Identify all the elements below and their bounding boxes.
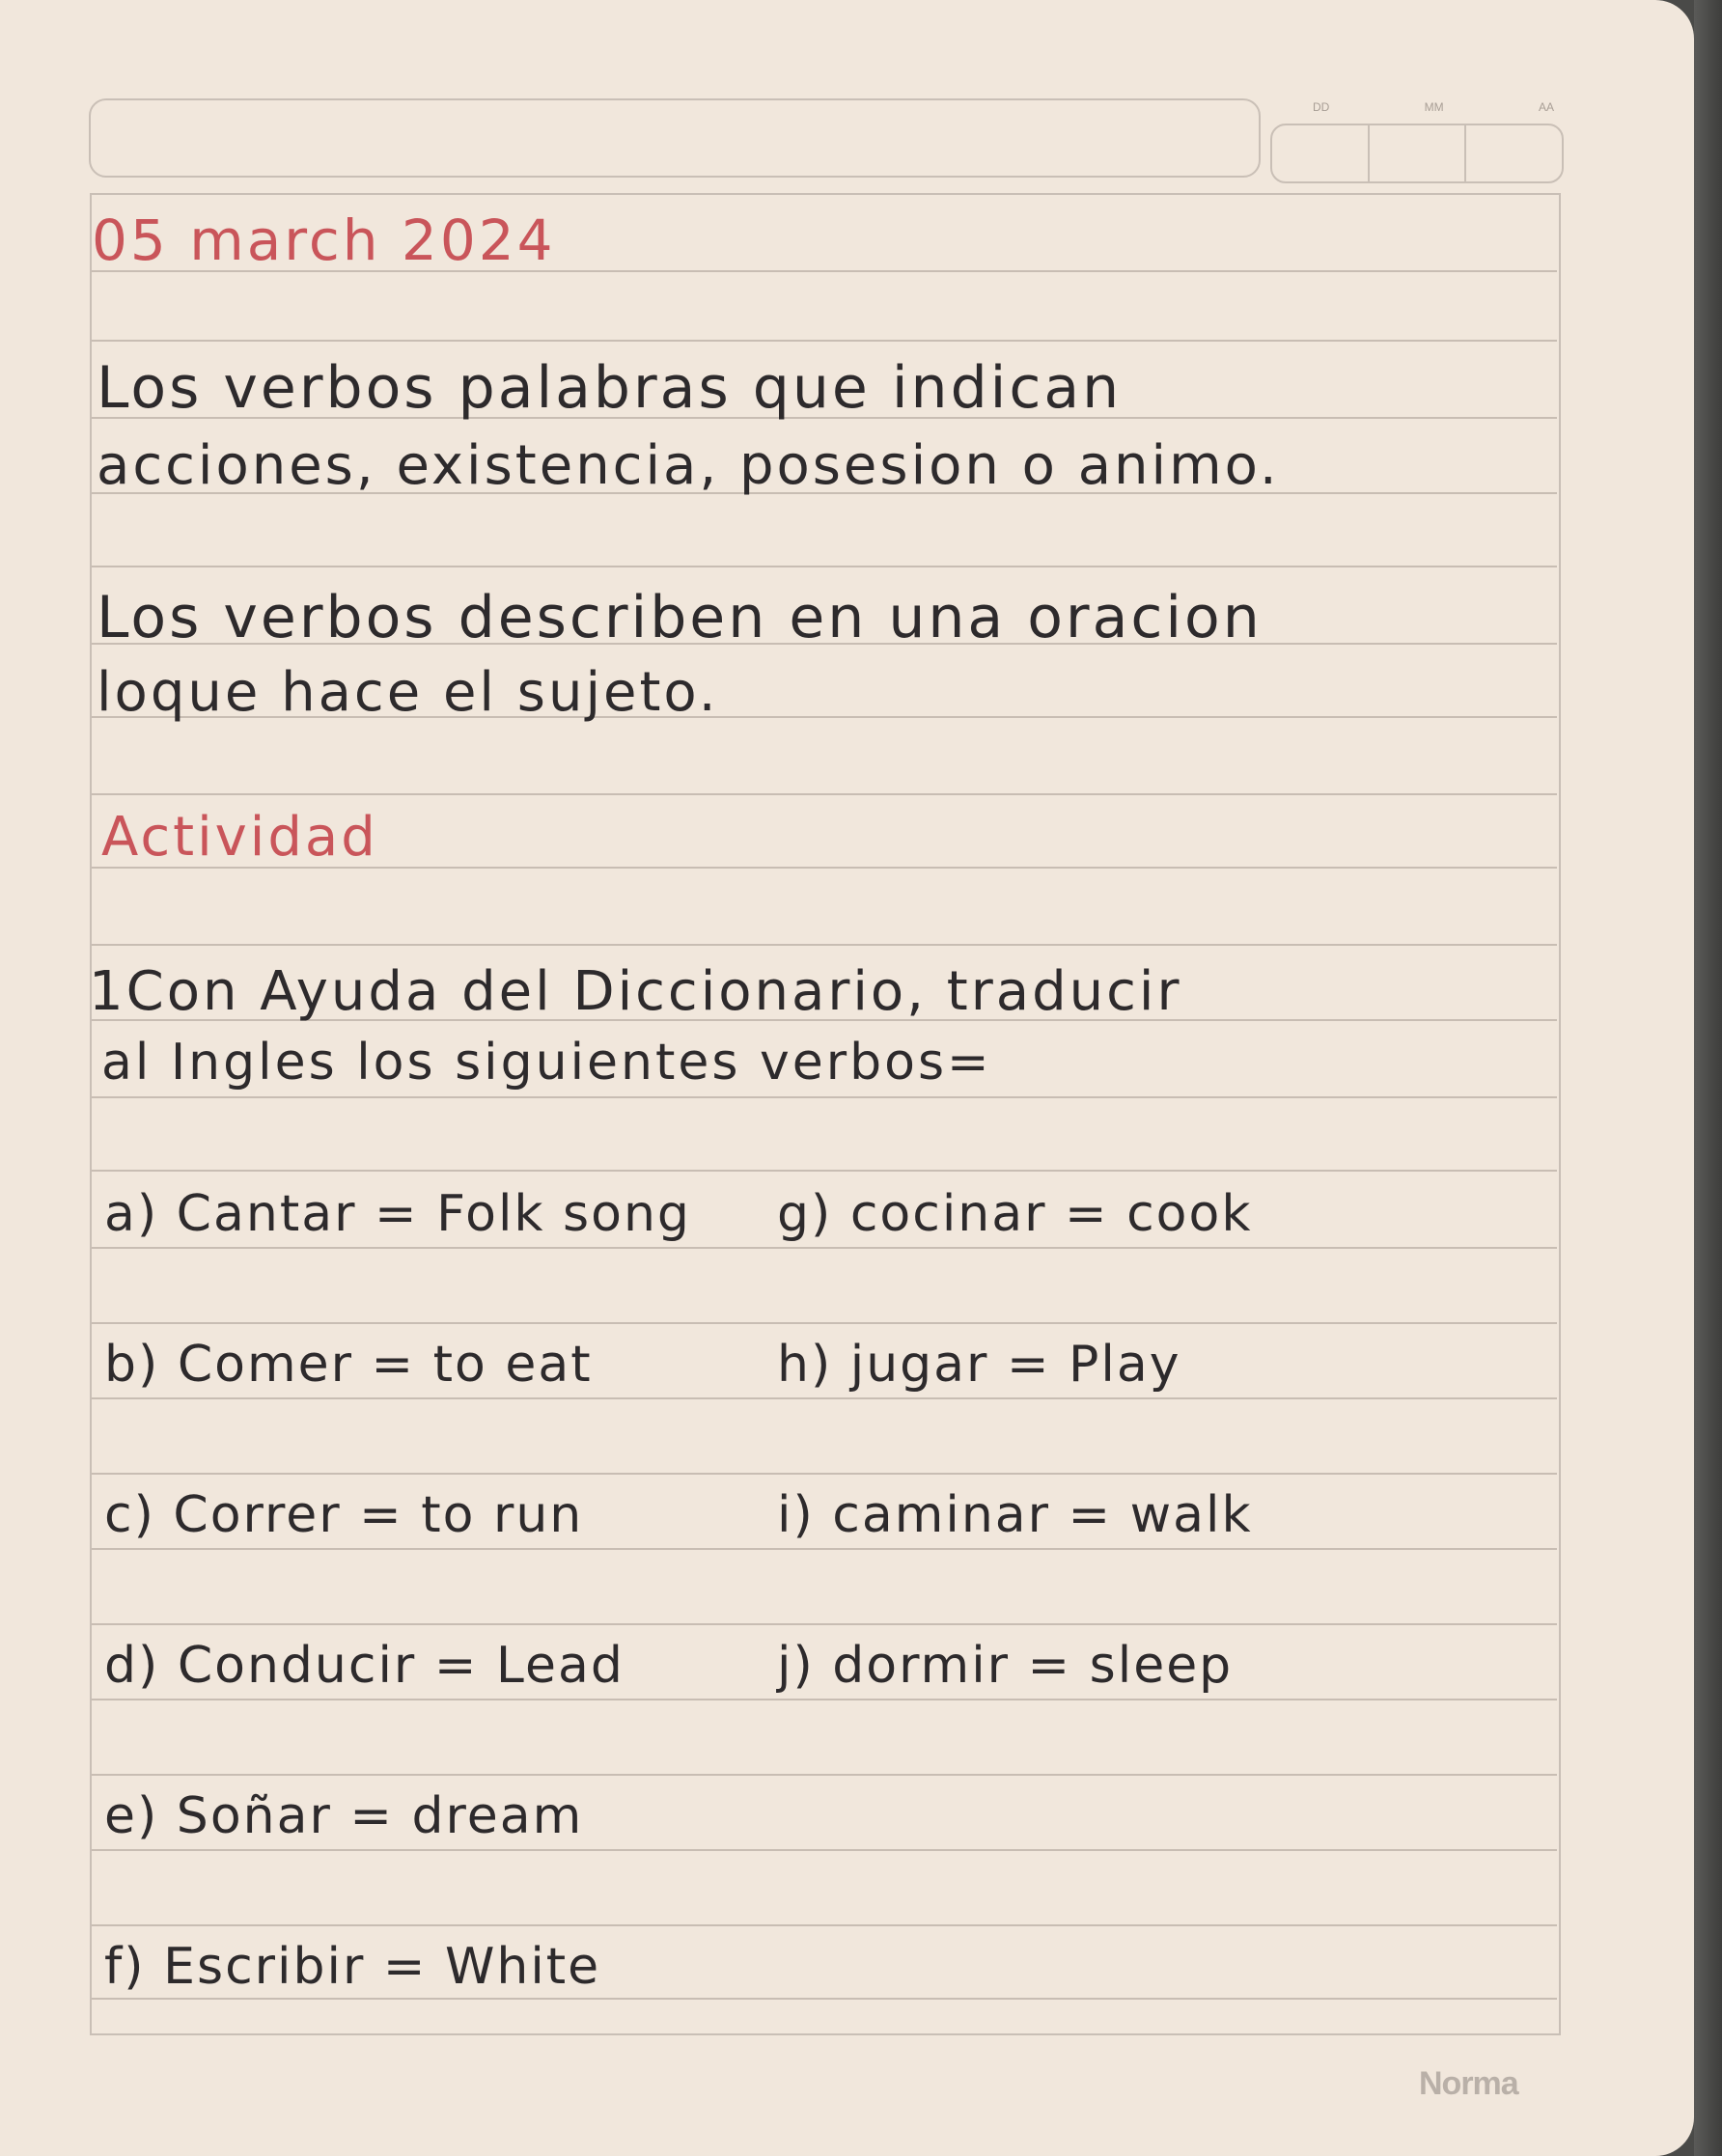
ruled-line — [92, 1998, 1557, 2000]
page-edge-shadow — [1694, 0, 1722, 2156]
verb-item-c: c) Correr = to run — [104, 1486, 584, 1544]
ruled-line — [92, 1473, 1557, 1475]
date-cell-month — [1370, 125, 1467, 181]
description-line-1: Los verbos describen en una oracion — [97, 584, 1263, 651]
ruled-line — [92, 944, 1557, 946]
verb-item-g: g) cocinar = cook — [777, 1185, 1253, 1243]
date-label-month: MM — [1424, 100, 1444, 114]
ruled-line — [92, 1247, 1557, 1249]
ruled-line — [92, 1623, 1557, 1625]
ruled-line — [92, 1096, 1557, 1098]
brand-logo: Norma — [1419, 2065, 1518, 2102]
note-date: 05 march 2024 — [92, 207, 556, 273]
date-box — [1270, 124, 1564, 183]
instruction-line-2: al Ingles los siguientes verbos= — [101, 1034, 992, 1092]
date-labels — [1313, 100, 1554, 114]
ruled-line — [92, 566, 1557, 567]
verb-item-a: a) Cantar = Folk song — [104, 1185, 691, 1243]
ruled-line — [92, 793, 1557, 795]
description-line-2: loque hace el sujeto. — [97, 661, 719, 724]
ruled-line — [92, 1774, 1557, 1776]
date-label-day: DD — [1313, 100, 1330, 114]
title-box — [89, 98, 1261, 178]
verb-item-f: f) Escribir = White — [104, 1938, 601, 1996]
date-label-year: AA — [1538, 100, 1554, 114]
verb-item-d: d) Conducir = Lead — [104, 1637, 625, 1695]
ruled-line — [92, 1322, 1557, 1324]
ruled-line — [92, 1397, 1557, 1399]
definition-line-1: Los verbos palabras que indican — [97, 354, 1123, 422]
verb-item-j: j) dormir = sleep — [777, 1637, 1234, 1695]
ruled-line — [92, 1849, 1557, 1851]
verb-item-h: h) jugar = Play — [777, 1336, 1181, 1394]
instruction-line-1: 1Con Ayuda del Diccionario, traducir — [89, 960, 1182, 1023]
date-cell-year — [1466, 125, 1562, 181]
ruled-line — [92, 1924, 1557, 1926]
verb-item-i: i) caminar = walk — [777, 1486, 1253, 1544]
ruled-line — [92, 1170, 1557, 1172]
activity-title: Actividad — [101, 806, 378, 869]
ruled-line — [92, 1699, 1557, 1700]
ruled-line — [92, 340, 1557, 342]
verb-item-e: e) Soñar = dream — [104, 1787, 584, 1845]
date-cell-day — [1272, 125, 1370, 181]
verb-item-b: b) Comer = to eat — [104, 1336, 593, 1394]
ruled-line — [92, 1548, 1557, 1550]
definition-line-2: acciones, existencia, posesion o animo. — [97, 434, 1280, 497]
